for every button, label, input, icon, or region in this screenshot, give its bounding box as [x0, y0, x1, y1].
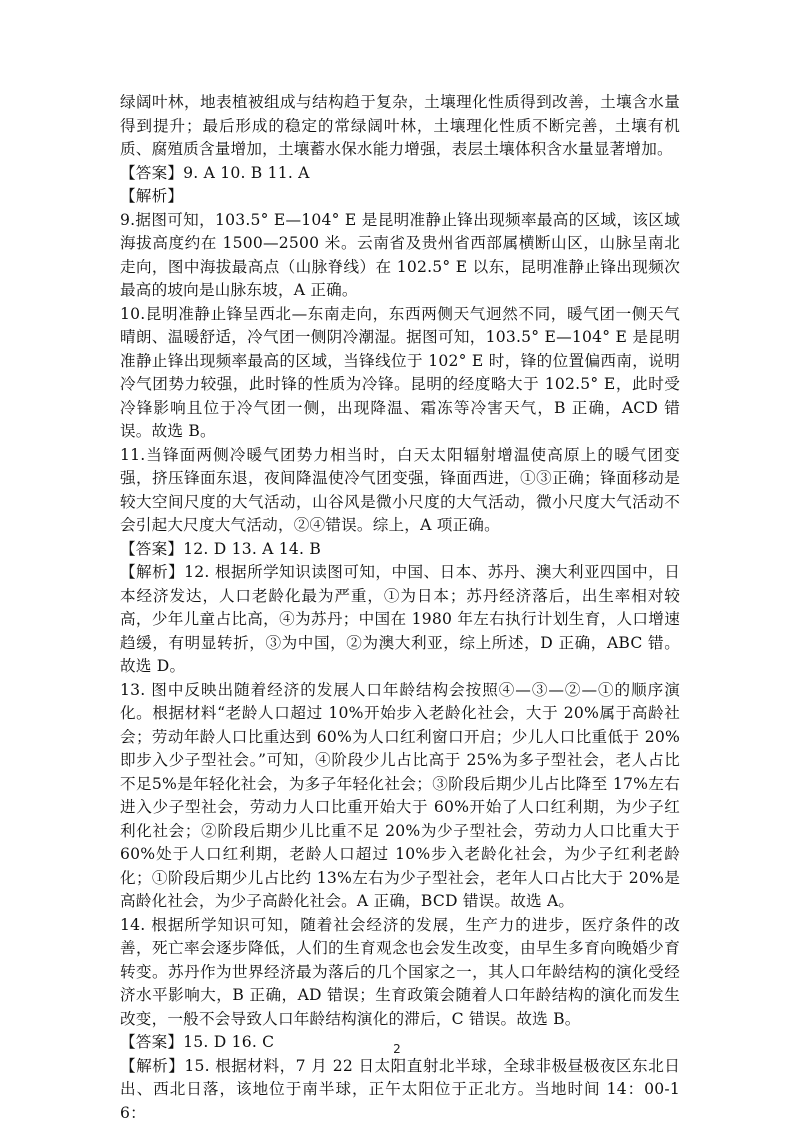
analysis-q12: 【解析】12. 根据所学知识读图可知，中国、日本、苏丹、澳大利亚四国中，日本经济发达，人口老龄化最为严重，①为日本；苏丹经济落后，出生率相对较高，少年儿童占比高，④为苏丹；中国在 1980 年左右执行计划生育，人口增速趋缓，有明显转折，③为中国，②为澳大利亚，综上所述，D 正确，ABC 错。故选 D。 [120, 561, 680, 679]
analysis-q14: 14. 根据所学知识可知，随着社会经济的发展，生产力的进步，医疗条件的改善，死亡率会逐步降低，人们的生育观念也会发生改变，由早生多育向晚婚少育转变。苏丹作为世界经济最为落后的几个国家之一，其人口年龄结构的演化受经济水平影响大，B 正确，AD 错误；生育政策会随着人口年龄结构的演化而发生改变，一般不会导致人口年龄结构演化的滞后，C 错误。故选 B。 [120, 914, 680, 1032]
analysis-q10: 10.昆明准静止锋呈西北—东南走向，东西两侧天气迥然不同，暖气团一侧天气晴朗、温暖舒适，冷气团一侧阴冷潮湿。据图可知，103.5° E—104° E 是昆明准静止锋出现频率最高的区域，当锋线位于 102° E 时，锋的位置偏西南，说明冷气团势力较强，此时锋的性质为冷锋。昆明的经度略大于 102.5° E，此时受冷锋影响且位于冷气团一侧，出现降温、霜冻等冷害天气，B 正确，ACD 错误。故选 B。 [120, 303, 680, 444]
answer-explanation-body [120, 91, 680, 1125]
analysis-heading: 【解析】 [120, 185, 680, 209]
answer-line-12-14: 【答案】12. D 13. A 14. B [120, 538, 680, 562]
analysis-q15: 【解析】15. 根据材料，7 月 22 日太阳直射北半球，全球非极昼极夜区东北日出、西北日落，该地位于南半球，正午太阳位于正北方。当地时间 14：00-16： [120, 1055, 680, 1125]
answer-line-9-11: 【答案】9. A 10. B 11. A [120, 162, 680, 186]
page-number: 2 [0, 1042, 794, 1056]
analysis-q11: 11.当锋面两侧冷暖气团势力相当时，白天太阳辐射增温使高原上的暖气团变强，挤压锋面东退，夜间降温使冷气团变强，锋面西进，①③正确；锋面移动是较大空间尺度的大气活动，山谷风是微小尺度的大气活动，微小尺度大气活动不会引起大尺度大气活动，②④错误。综上，A 项正确。 [120, 444, 680, 538]
analysis-q13: 13. 图中反映出随着经济的发展人口年龄结构会按照④—③—②—①的顺序演化。根据材料“老龄人口超过 10%开始步入老龄化社会，大于 20%属于高龄社会；劳动年龄人口比重达到 60%为人口红利窗口开启；少儿人口比重低于 20%即步入少子型社会。”可知，④阶段少儿占比高于 25%为多子型社会，老人占比不足5%是年轻化社会，为多子年轻化社会；③阶段后期少儿占比降至 17%左右进入少子型社会，劳动力人口比重开始大于 60%开始了人口红利期，为少子红利化社会；②阶段后期少儿比重不足 20%为少子型社会，劳动力人口比重大于 60%处于人口红利期，老龄人口超过 10%步入老龄化社会，为少子红利老龄化；①阶段后期少儿占比约 13%左右为少子型社会，老年人口占比大于 20%是高龄化社会，为少子高龄化社会。A 正确，BCD 错误。故选 A。 [120, 679, 680, 914]
answer-line-15-16: 【答案】15. D 16. C [120, 1031, 680, 1055]
analysis-q9: 9.据图可知，103.5° E—104° E 是昆明准静止锋出现频率最高的区域，该区域海拔高度约在 1500—2500 米。云南省及贵州省西部属横断山区，山脉呈南北走向，图中海拔最高点（山脉脊线）在 102.5° E 以东，昆明准静止锋出现频次最高的坡向是山脉东坡，A 正确。 [120, 209, 680, 303]
paragraph-continuation: 绿阔叶林，地表植被组成与结构趋于复杂，土壤理化性质得到改善，土壤含水量得到提升；最后形成的稳定的常绿阔叶林，土壤理化性质不断完善，土壤有机质、腐殖质含量增加，土壤蓄水保水能力增强，表层土壤体积含水量显著增加。 [120, 91, 680, 162]
